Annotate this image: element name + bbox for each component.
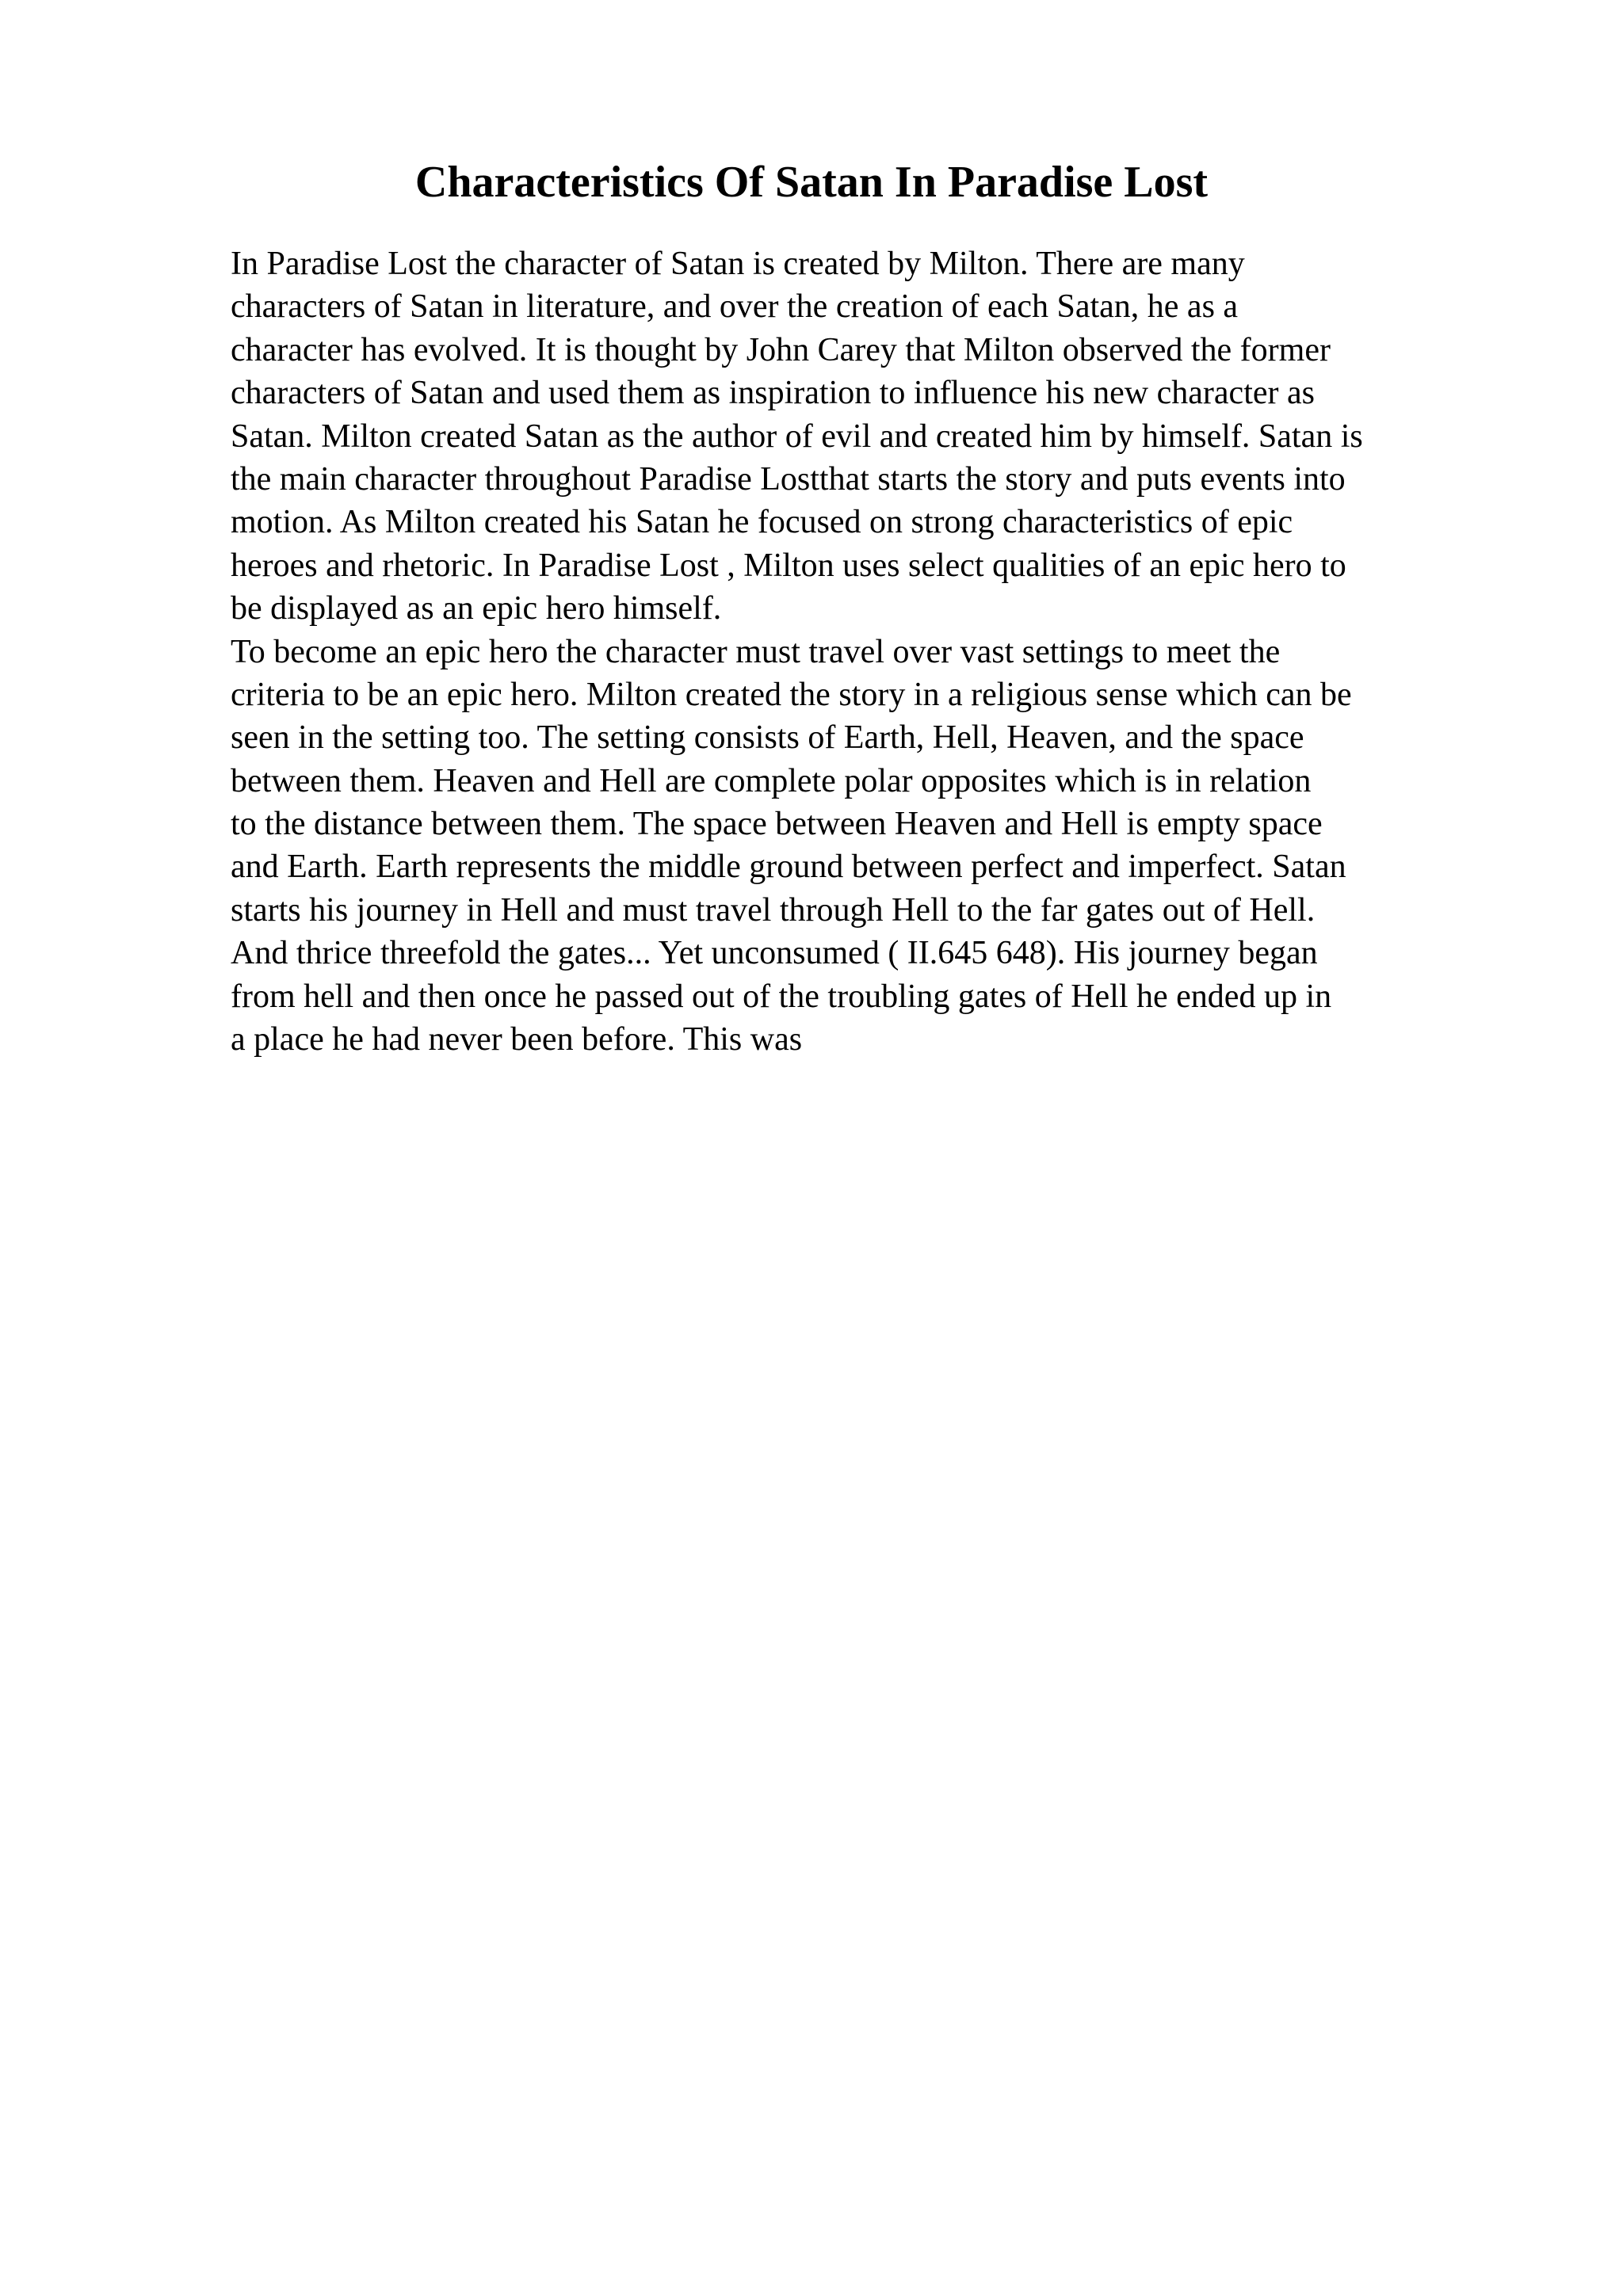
text-line: In Paradise Lost the character of Satan is created by Milton. There are many bbox=[231, 246, 1245, 282]
text-line: to the distance between them. The space between Heaven and Hell is empty space bbox=[231, 806, 1323, 843]
text-line: between them. Heaven and Hell are complete polar opposites which is in relation bbox=[231, 762, 1312, 799]
page-title: Characteristics Of Satan In Paradise Lost bbox=[414, 158, 1209, 207]
text-line: To become an epic hero the character must travel over vast settings to meet the bbox=[231, 633, 1281, 670]
text-line: character has evolved. It is thought by John Carey that Milton observed the former bbox=[231, 331, 1331, 368]
text-line: motion. As Milton created his Satan he focused on strong characteristics of epic bbox=[231, 504, 1293, 541]
body-text bbox=[231, 242, 1578, 1061]
text-line: starts his journey in Hell and must travel through Hell to the far gates out of Hell. bbox=[231, 891, 1316, 929]
text-line: a place he had never been before. This was bbox=[231, 1021, 803, 1058]
text-line: Satan. Milton created Satan as the author of evil and created him by himself. Satan is bbox=[231, 418, 1363, 455]
text-line: from hell and then once he passed out of the troubling gates of Hell he ended up in bbox=[231, 978, 1332, 1015]
text-line: characters of Satan and used them as inspiration to influence his new character as bbox=[231, 375, 1315, 412]
text-line: and Earth. Earth represents the middle ground between perfect and imperfect. Satan bbox=[231, 849, 1346, 886]
text-line: characters of Satan in literature, and over the creation of each Satan, he as a bbox=[231, 288, 1239, 326]
text-line: criteria to be an epic hero. Milton created the story in a religious sense which can be bbox=[231, 676, 1352, 713]
text-line: be displayed as an epic hero himself. bbox=[231, 590, 722, 627]
text-line: the main character throughout Paradise Lostthat starts the story and puts events into bbox=[231, 460, 1346, 498]
text-line: And thrice threefold the gates... Yet unconsumed ( II.645 648). His journey began bbox=[231, 935, 1318, 972]
text-line: heroes and rhetoric. In Paradise Lost , Milton uses select qualities of an epic hero to bbox=[231, 547, 1346, 584]
text-line: seen in the setting too. The setting consists of Earth, Hell, Heaven, and the space bbox=[231, 719, 1304, 757]
